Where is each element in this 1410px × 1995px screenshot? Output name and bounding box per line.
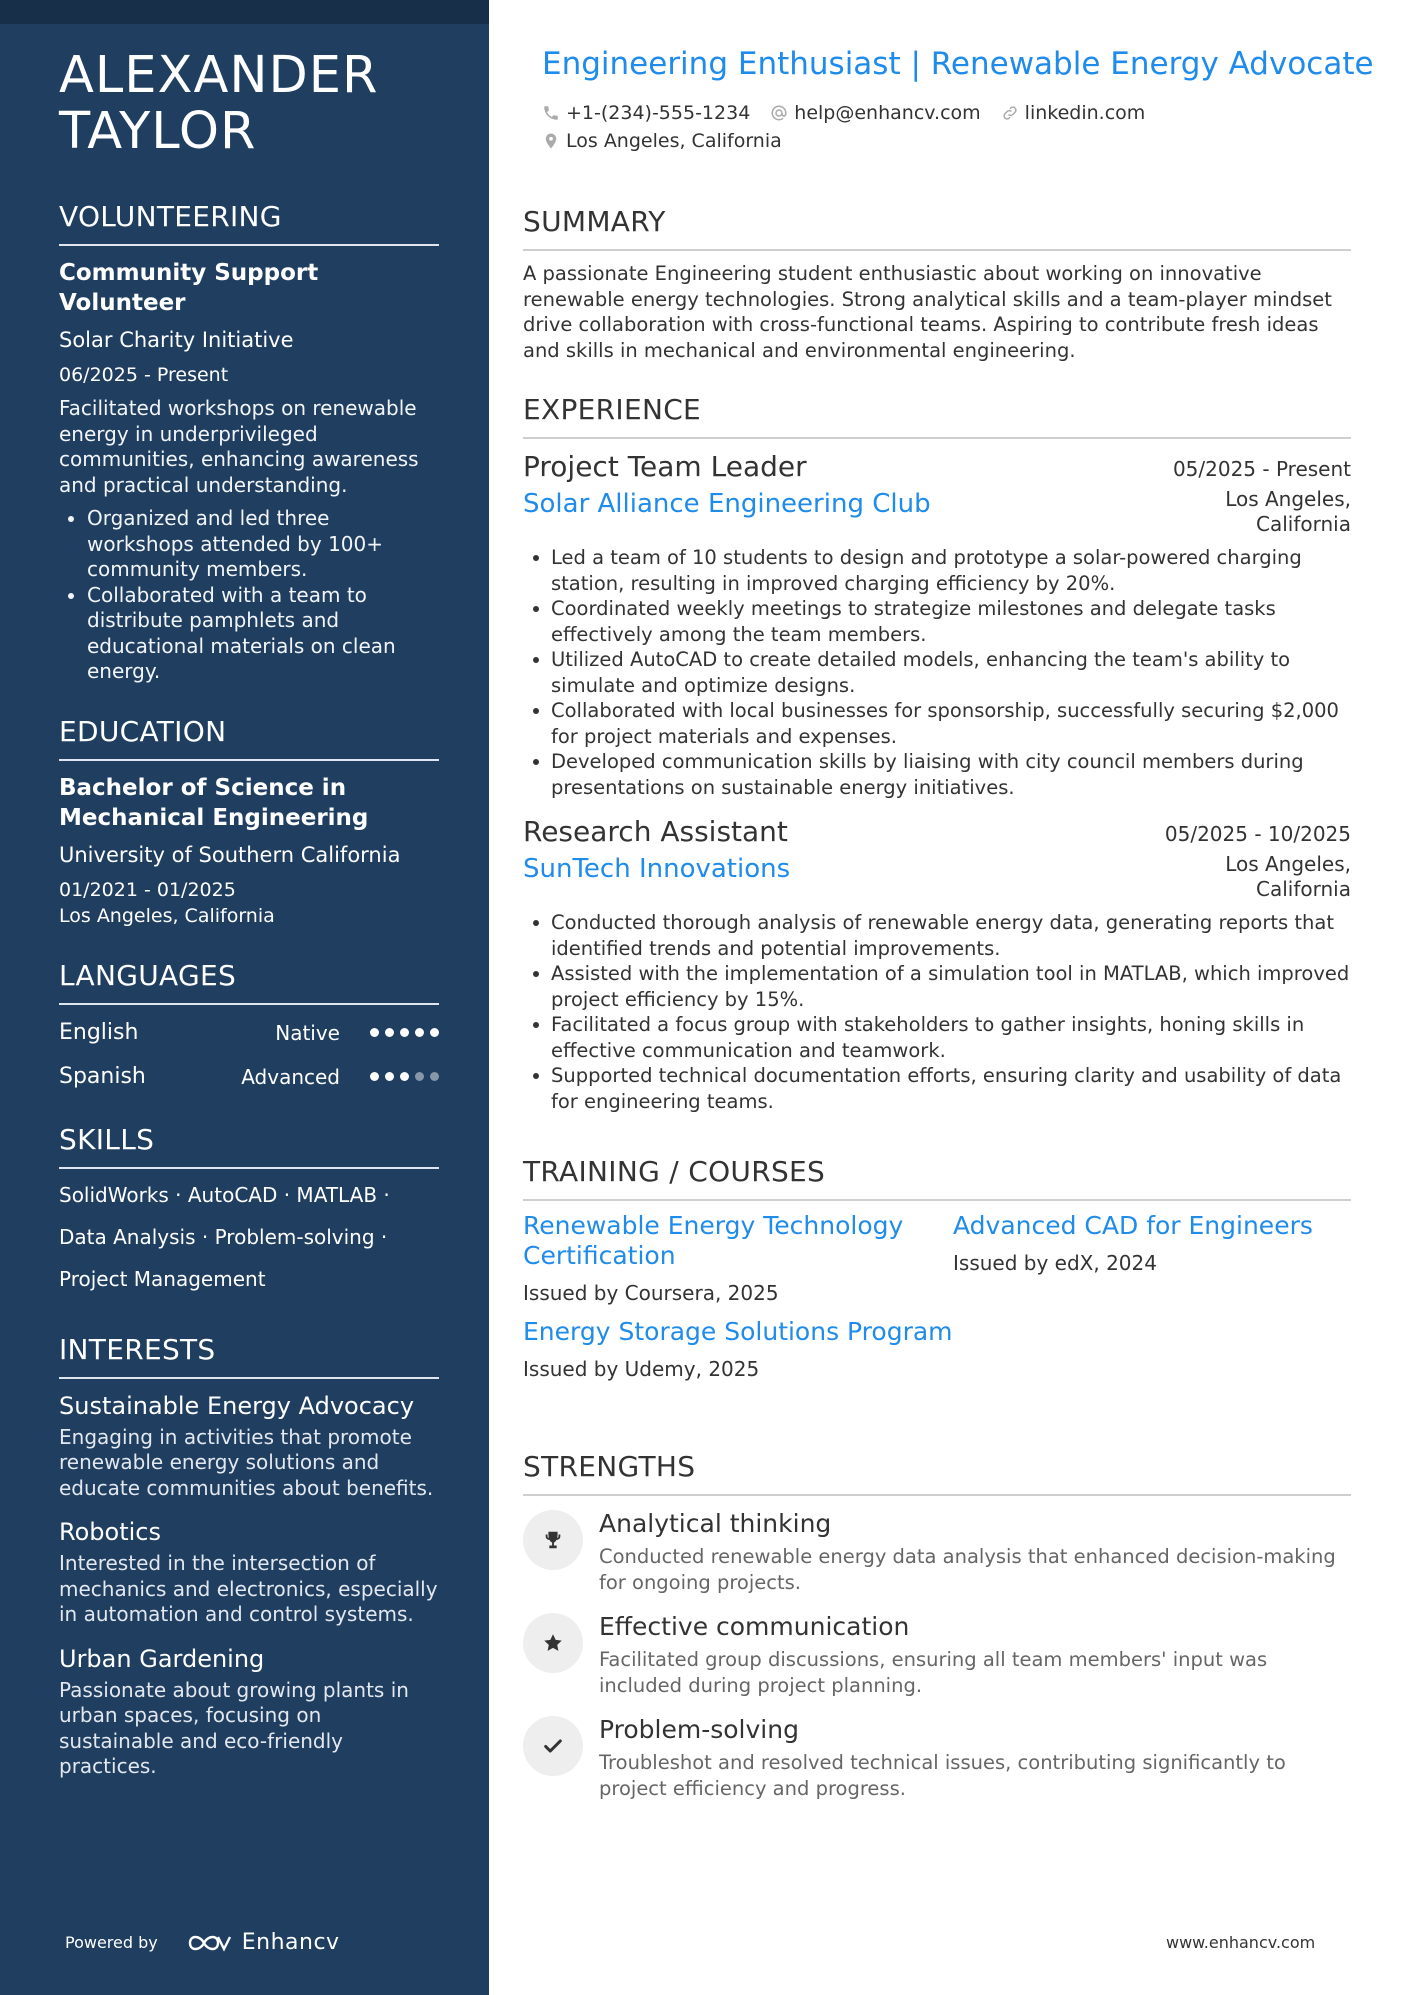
education-section bbox=[59, 715, 439, 929]
strength-item bbox=[523, 1508, 1351, 1595]
strength-title: Effective communication bbox=[599, 1612, 910, 1641]
strengths-title: STRENGTHS bbox=[523, 1450, 1351, 1496]
language-level: Advanced bbox=[241, 1064, 340, 1089]
check-icon bbox=[542, 1735, 564, 1757]
strength-icon-circle bbox=[523, 1613, 583, 1673]
job-bullets bbox=[523, 910, 1351, 1114]
job-bullet: Led a team of 10 students to design and prototype a solar-powered charging station, resulting in improved charging efficiency by 20%. bbox=[523, 545, 1351, 596]
proficiency-dot bbox=[385, 1072, 394, 1081]
proficiency-dot bbox=[415, 1028, 424, 1037]
summary-title: SUMMARY bbox=[523, 205, 1351, 251]
strength-body bbox=[599, 1508, 1351, 1595]
interest-title: Sustainable Energy Advocacy bbox=[59, 1391, 415, 1420]
sidebar-content bbox=[59, 48, 439, 1780]
training-section bbox=[523, 1155, 1351, 1393]
course-title: Renewable Energy Technology Certification bbox=[523, 1211, 904, 1270]
contact-row bbox=[542, 100, 1165, 126]
strength-title: Analytical thinking bbox=[599, 1509, 832, 1538]
skills-line: Project Management bbox=[59, 1266, 266, 1291]
interest-title: Urban Gardening bbox=[59, 1644, 265, 1673]
course-issuer: Issued by Coursera, 2025 bbox=[523, 1281, 779, 1305]
strength-text: Facilitated group discussions, ensuring all team members' input was included during project planning. bbox=[599, 1648, 1268, 1697]
job-bullet: Utilized AutoCAD to create detailed models, enhancing the team's ability to simulate and optimize designs. bbox=[523, 647, 1351, 698]
languages-section bbox=[59, 959, 439, 1093]
volunteer-bullet: Collaborated with a team to distribute pamphlets and educational materials on clean energy. bbox=[59, 583, 439, 685]
courses-grid bbox=[523, 1211, 1351, 1393]
powered-by bbox=[65, 1930, 340, 1955]
languages-title: LANGUAGES bbox=[59, 959, 439, 1005]
volunteer-bullet: Organized and led three workshops attended by 100+ community members. bbox=[59, 506, 439, 583]
proficiency-dot bbox=[430, 1028, 439, 1037]
job-location: Los Angeles, California bbox=[1225, 487, 1351, 536]
training-title: TRAINING / COURSES bbox=[523, 1155, 1351, 1201]
job-bullet: Conducted thorough analysis of renewable energy data, generating reports that identified trends and potential improvements. bbox=[523, 910, 1351, 961]
contact-row bbox=[542, 128, 1165, 154]
skills-section bbox=[59, 1123, 439, 1293]
proficiency-dot bbox=[400, 1072, 409, 1081]
language-name: English bbox=[59, 1020, 139, 1045]
proficiency-dot bbox=[370, 1028, 379, 1037]
job-subheader bbox=[523, 487, 1351, 537]
skills-line: Data Analysis · Problem-solving · bbox=[59, 1224, 388, 1249]
education-location: Los Angeles, California bbox=[59, 904, 275, 927]
strength-icon-circle bbox=[523, 1510, 583, 1570]
strength-text: Troubleshot and resolved technical issues, contributing significantly to project efficiency and progress. bbox=[599, 1751, 1286, 1800]
contact-location bbox=[542, 130, 782, 152]
interests-title: INTERESTS bbox=[59, 1333, 439, 1379]
job-bullet: Assisted with the implementation of a simulation tool in MATLAB, which improved project efficiency by 15%. bbox=[523, 961, 1351, 1012]
sidebar bbox=[0, 0, 489, 1995]
trophy-icon bbox=[542, 1529, 564, 1551]
strength-item bbox=[523, 1611, 1351, 1698]
candidate-name bbox=[59, 48, 439, 160]
course-title: Energy Storage Solutions Program bbox=[523, 1317, 953, 1346]
courses-column-left bbox=[523, 1211, 953, 1393]
job-bullet: Coordinated weekly meetings to strategize milestones and delegate tasks effectively among the team members. bbox=[523, 596, 1351, 647]
volunteer-date: 06/2025 - Present bbox=[59, 364, 229, 386]
proficiency-dot bbox=[370, 1072, 379, 1081]
email-text: help@enhancv.com bbox=[794, 102, 981, 124]
name-last: TAYLOR bbox=[59, 102, 257, 161]
job-location: Los Angeles, California bbox=[1225, 852, 1351, 901]
education-date: 01/2021 - 01/2025 bbox=[59, 878, 236, 901]
strength-item bbox=[523, 1714, 1351, 1801]
job-bullet: Developed communication skills by liaising with city council members during presentations on sustainable energy initiatives. bbox=[523, 749, 1351, 800]
strengths-section bbox=[523, 1450, 1351, 1801]
experience-title: EXPERIENCE bbox=[523, 393, 1351, 439]
contact-linkedin[interactable] bbox=[1001, 102, 1146, 124]
course-issuer: Issued by edX, 2024 bbox=[953, 1251, 1157, 1275]
volunteering-title: VOLUNTEERING bbox=[59, 200, 439, 246]
enhancv-logo-icon bbox=[186, 1931, 232, 1955]
education-degree: Bachelor of Science in Mechanical Engineering bbox=[59, 774, 369, 831]
proficiency-dot bbox=[400, 1028, 409, 1037]
at-icon bbox=[770, 104, 788, 122]
job-subheader bbox=[523, 852, 1351, 902]
location-text: Los Angeles, California bbox=[566, 130, 782, 152]
course-title: Advanced CAD for Engineers bbox=[953, 1211, 1313, 1240]
experience-section bbox=[523, 393, 1351, 1114]
language-proficiency-dots bbox=[370, 1028, 439, 1037]
education-title: EDUCATION bbox=[59, 715, 439, 761]
proficiency-dot-empty bbox=[415, 1072, 424, 1081]
proficiency-dot bbox=[385, 1028, 394, 1037]
job-header bbox=[523, 814, 1351, 850]
contact-phone[interactable] bbox=[542, 102, 750, 124]
language-row-english bbox=[59, 1017, 439, 1049]
proficiency-dot-empty bbox=[430, 1072, 439, 1081]
job-title: Project Team Leader bbox=[523, 450, 807, 483]
language-level: Native bbox=[275, 1020, 340, 1045]
footer-url[interactable]: www.enhancv.com bbox=[1166, 1933, 1316, 1952]
link-icon bbox=[1001, 104, 1019, 122]
job-bullet: Collaborated with local businesses for sponsorship, successfully securing $2,000 for project materials and expenses. bbox=[523, 698, 1351, 749]
course-issuer: Issued by Udemy, 2025 bbox=[523, 1357, 760, 1381]
strength-body bbox=[599, 1714, 1351, 1801]
volunteer-bullets bbox=[59, 506, 439, 685]
strength-text: Conducted renewable energy data analysis that enhanced decision-making for ongoing projects. bbox=[599, 1545, 1336, 1594]
strength-body bbox=[599, 1611, 1351, 1698]
job-company: Solar Alliance Engineering Club bbox=[523, 489, 931, 519]
interest-text: Interested in the intersection of mechanics and electronics, especially in automation and control systems. bbox=[59, 1551, 438, 1626]
summary-text: A passionate Engineering student enthusiastic about working on innovative renewable energy technologies. Strong analytical skills and a team-player mindset drive collaboration with cross-functional teams. Aspiring to contribute fresh ideas and skills in mechanical and environmental engineering. bbox=[523, 262, 1332, 362]
job-title: Research Assistant bbox=[523, 815, 788, 848]
job-entry bbox=[523, 814, 1351, 1114]
phone-text: +1-(234)-555-1234 bbox=[566, 102, 751, 124]
education-school: University of Southern California bbox=[59, 842, 401, 867]
job-company: SunTech Innovations bbox=[523, 854, 791, 884]
job-bullet: Supported technical documentation efforts, ensuring clarity and usability of data for engineering teams. bbox=[523, 1063, 1351, 1114]
job-entry bbox=[523, 449, 1351, 800]
job-bullets bbox=[523, 545, 1351, 800]
location-pin-icon bbox=[542, 131, 560, 151]
job-date: 05/2025 - Present bbox=[1172, 457, 1351, 481]
interest-text: Engaging in activities that promote renewable energy solutions and educate communities about benefits. bbox=[59, 1424, 434, 1500]
strength-icon-circle bbox=[523, 1716, 583, 1776]
job-bullet: Facilitated a focus group with stakeholders to gather insights, honing skills in effective communication and teamwork. bbox=[523, 1012, 1351, 1063]
job-date: 05/2025 - 10/2025 bbox=[1164, 822, 1351, 846]
name-first: ALEXANDER bbox=[59, 46, 379, 105]
volunteer-description: Facilitated workshops on renewable energy in underprivileged communities, enhancing awareness and practical understanding. bbox=[59, 396, 419, 497]
summary-section bbox=[523, 205, 1351, 363]
strength-title: Problem-solving bbox=[599, 1715, 799, 1744]
language-proficiency-dots bbox=[370, 1072, 439, 1081]
linkedin-text: linkedin.com bbox=[1024, 102, 1146, 124]
volunteer-org: Solar Charity Initiative bbox=[59, 328, 294, 352]
skills-title: SKILLS bbox=[59, 1123, 439, 1169]
powered-by-label: Powered by bbox=[65, 1933, 158, 1952]
contact-email[interactable] bbox=[770, 102, 980, 124]
language-name: Spanish bbox=[59, 1064, 146, 1089]
phone-icon bbox=[542, 104, 560, 122]
courses-column-right bbox=[953, 1211, 1351, 1393]
job-header bbox=[523, 449, 1351, 485]
interest-text: Passionate about growing plants in urban spaces, focusing on sustainable and eco-friendly practices. bbox=[59, 1677, 409, 1778]
star-icon bbox=[542, 1632, 564, 1654]
brand-name: Enhancv bbox=[241, 1930, 340, 1955]
volunteering-section bbox=[59, 200, 439, 685]
language-row-spanish bbox=[59, 1061, 439, 1093]
skills-line: SolidWorks · AutoCAD · MATLAB · bbox=[59, 1182, 390, 1207]
interests-section bbox=[59, 1333, 439, 1780]
contact-info bbox=[542, 100, 1165, 156]
interest-title: Robotics bbox=[59, 1518, 161, 1546]
sidebar-top-bar bbox=[0, 0, 489, 24]
volunteer-role: Community Support Volunteer bbox=[59, 260, 319, 316]
headline: Engineering Enthusiast | Renewable Energy Advocate bbox=[542, 46, 1374, 82]
brand-logo[interactable] bbox=[186, 1930, 340, 1955]
